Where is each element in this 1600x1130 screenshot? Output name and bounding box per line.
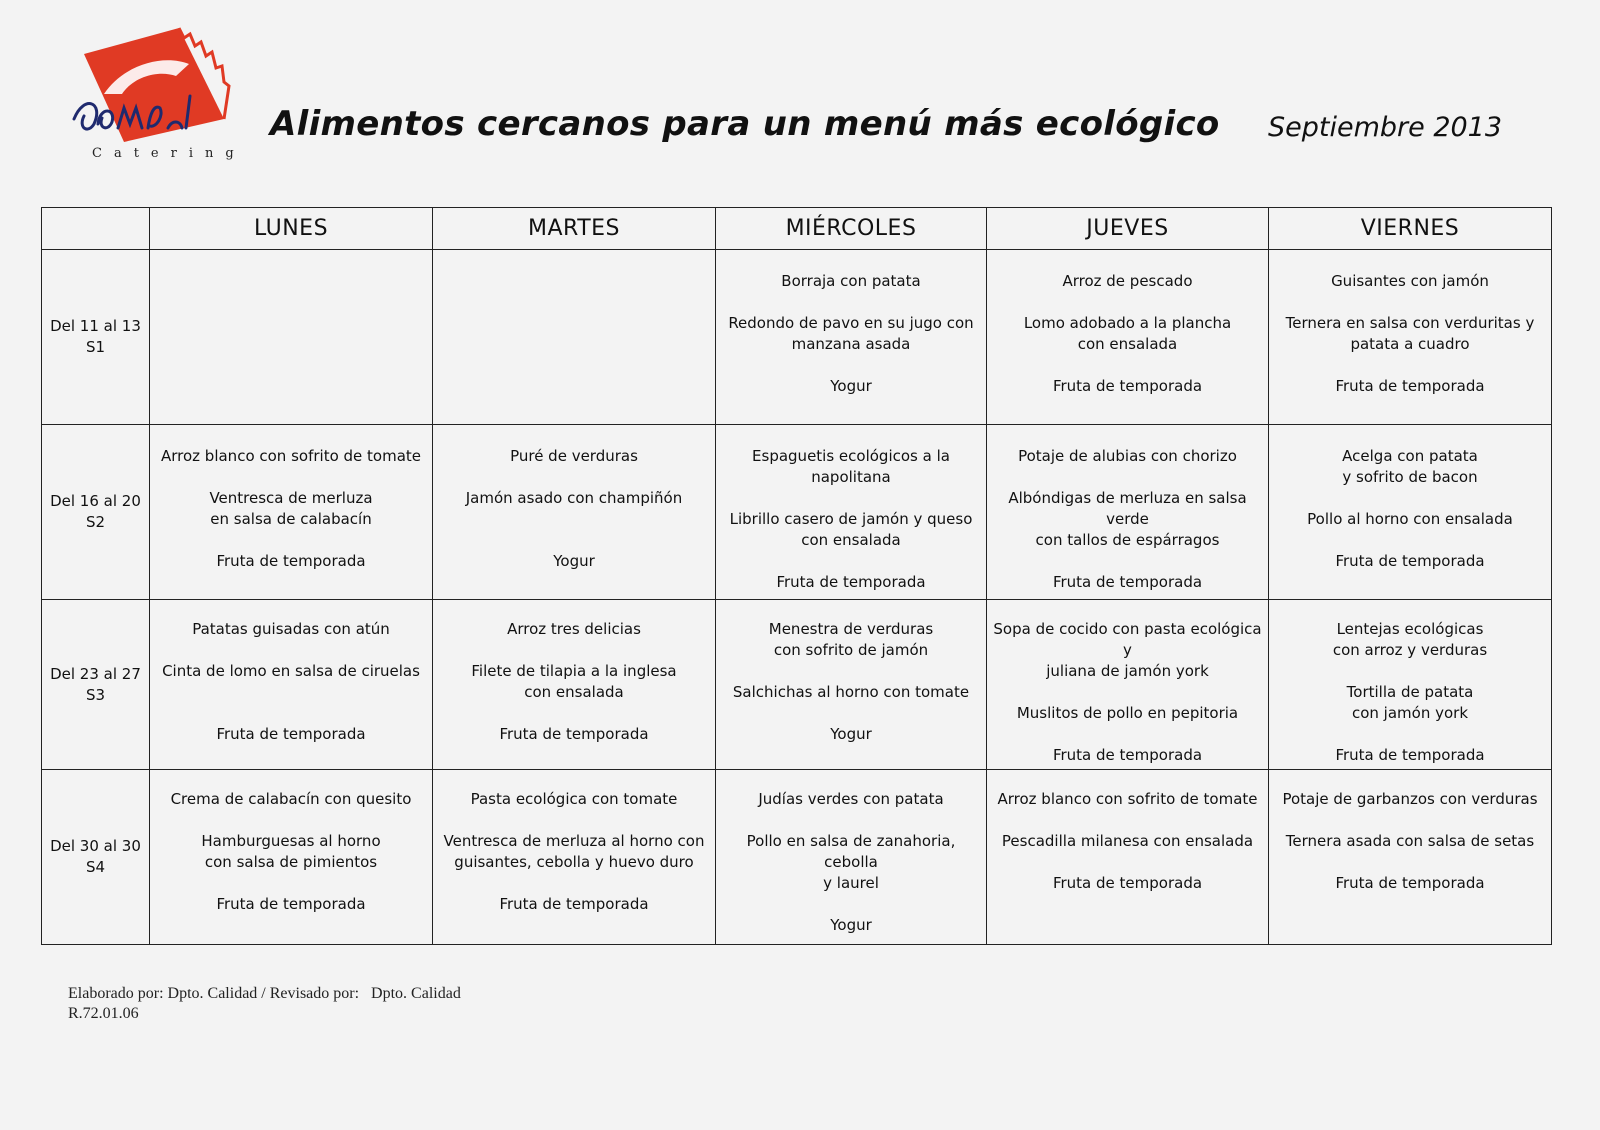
dish-item: Fruta de temporada bbox=[1052, 377, 1203, 395]
menu-cell-lunes bbox=[150, 250, 433, 425]
dish-item: Albóndigas de merluza en salsa verde con tallos de espárragos bbox=[1008, 489, 1247, 549]
dish-item: Sopa de cocido con pasta ecológica y juliana de jamón york bbox=[993, 620, 1262, 680]
dish-item: Yogur bbox=[553, 552, 595, 570]
dish-item: Fruta de temporada bbox=[1335, 552, 1485, 570]
dish-item: Fruta de temporada bbox=[1052, 874, 1203, 892]
dish-item: Jamón asado con champiñón bbox=[465, 489, 683, 507]
dish-item: Fruta de temporada bbox=[1052, 573, 1203, 591]
dish-item: Potaje de garbanzos con verduras bbox=[1282, 790, 1538, 808]
dish-item: Pollo al horno con ensalada bbox=[1307, 510, 1513, 528]
dish-item: Hamburguesas al horno con salsa de pimientos bbox=[201, 832, 381, 871]
dish-item: Fruta de temporada bbox=[216, 552, 366, 570]
dish-item: Potaje de alubias con chorizo bbox=[1018, 447, 1237, 465]
menu-cell-miercoles bbox=[716, 250, 987, 425]
dish-item: Fruta de temporada bbox=[1335, 874, 1485, 892]
dish-item: Menestra de verduras con sofrito de jamón bbox=[768, 620, 934, 659]
dish-item: Arroz blanco con sofrito de tomate bbox=[160, 447, 422, 465]
menu-cell-miercoles bbox=[716, 770, 987, 945]
dish-item: Espaguetis ecológicos a la napolitana bbox=[752, 447, 950, 486]
dish-item: Fruta de temporada bbox=[216, 725, 366, 743]
dish-item: Judías verdes con patata bbox=[758, 790, 944, 808]
menu-cell-viernes bbox=[1269, 770, 1552, 945]
dish-item: Fruta de temporada bbox=[1335, 377, 1485, 395]
dish-item: Muslitos de pollo en pepitoria bbox=[1016, 704, 1239, 722]
day-header-row bbox=[42, 208, 1552, 250]
dish-item: Lomo adobado a la plancha con ensalada bbox=[1023, 314, 1232, 353]
dish-item: Ventresca de merluza en salsa de calabacín bbox=[209, 489, 373, 528]
dish-item: Cinta de lomo en salsa de ciruelas bbox=[162, 662, 420, 680]
menu-cell-jueves bbox=[987, 425, 1269, 600]
dish-item: Fruta de temporada bbox=[1335, 746, 1485, 764]
menu-cell-martes bbox=[433, 770, 716, 945]
dish-item: Guisantes con jamón bbox=[1331, 272, 1489, 290]
menu-cell-viernes bbox=[1269, 425, 1552, 600]
dish-item: Acelga con patata y sofrito de bacon bbox=[1342, 447, 1478, 486]
dish-item: Borraja con patata bbox=[781, 272, 921, 290]
day-header-jueves: JUEVES bbox=[987, 208, 1269, 250]
week-label: Del 30 al 30 S4 bbox=[42, 770, 150, 945]
week-row bbox=[42, 425, 1552, 600]
menu-cell-martes bbox=[433, 600, 716, 770]
menu-body bbox=[42, 250, 1552, 945]
dish-item: Puré de verduras bbox=[510, 447, 638, 465]
page-title: Alimentos cercanos para un menú más ecológico bbox=[270, 104, 1220, 144]
dish-item: Pescadilla milanesa con ensalada bbox=[1001, 832, 1254, 850]
menu-cell-miercoles bbox=[716, 600, 987, 770]
menu-cell-lunes bbox=[150, 425, 433, 600]
menu-cell-lunes bbox=[150, 600, 433, 770]
dish-item: Yogur bbox=[830, 725, 872, 743]
footer-authorship: Elaborado por: Dpto. Calidad / Revisado por: Dpto. Calidad bbox=[68, 985, 461, 1002]
week-label: Del 11 al 13 S1 bbox=[42, 250, 150, 425]
menu-cell-jueves bbox=[987, 600, 1269, 770]
footer-reference-code: R.72.01.06 bbox=[68, 1005, 139, 1022]
company-logo bbox=[64, 24, 244, 174]
day-header-lunes: LUNES bbox=[150, 208, 433, 250]
document-footer bbox=[68, 984, 461, 1024]
menu-cell-lunes bbox=[150, 770, 433, 945]
dish-item: Crema de calabacín con quesito bbox=[170, 790, 412, 808]
dish-item: Fruta de temporada bbox=[499, 725, 649, 743]
week-row bbox=[42, 770, 1552, 945]
dish-item: Fruta de temporada bbox=[776, 573, 926, 591]
menu-cell-martes bbox=[433, 250, 716, 425]
logo-caption: Catering bbox=[92, 146, 246, 161]
dish-item: Patatas guisadas con atún bbox=[192, 620, 390, 638]
day-header-viernes: VIERNES bbox=[1269, 208, 1552, 250]
dish-item: Tortilla de patata con jamón york bbox=[1346, 683, 1474, 722]
menu-cell-miercoles bbox=[716, 425, 987, 600]
day-header-miercoles: MIÉRCOLES bbox=[716, 208, 987, 250]
dish-item: Ventresca de merluza al horno con guisantes, cebolla y huevo duro bbox=[443, 832, 705, 871]
dish-item: Pollo en salsa de zanahoria, cebolla y laurel bbox=[746, 832, 956, 892]
dish-item: Pasta ecológica con tomate bbox=[470, 790, 678, 808]
dish-item: Arroz tres delicias bbox=[507, 620, 641, 638]
dish-item: Yogur bbox=[830, 377, 872, 395]
menu-month: Septiembre 2013 bbox=[1268, 112, 1503, 143]
dish-item: Yogur bbox=[830, 916, 872, 934]
dish-item: Fruta de temporada bbox=[1052, 746, 1203, 764]
dish-item: Ternera en salsa con verduritas y patata a cuadro bbox=[1285, 314, 1535, 353]
dish-item: Arroz blanco con sofrito de tomate bbox=[997, 790, 1258, 808]
menu-cell-martes bbox=[433, 425, 716, 600]
menu-cell-viernes bbox=[1269, 600, 1552, 770]
week-label: Del 23 al 27 S3 bbox=[42, 600, 150, 770]
week-row bbox=[42, 600, 1552, 770]
day-header-martes: MARTES bbox=[433, 208, 716, 250]
menu-cell-jueves bbox=[987, 250, 1269, 425]
dish-item: Lentejas ecológicas con arroz y verduras bbox=[1332, 620, 1488, 659]
dish-item: Fruta de temporada bbox=[216, 895, 366, 913]
dish-item: Ternera asada con salsa de setas bbox=[1285, 832, 1535, 850]
menu-cell-viernes bbox=[1269, 250, 1552, 425]
dish-item: Redondo de pavo en su jugo con manzana asada bbox=[728, 314, 974, 353]
dish-item: Fruta de temporada bbox=[499, 895, 649, 913]
menu-cell-jueves bbox=[987, 770, 1269, 945]
dish-item: Salchichas al horno con tomate bbox=[732, 683, 970, 701]
week-row bbox=[42, 250, 1552, 425]
corner-cell bbox=[42, 208, 150, 250]
menu-table bbox=[41, 207, 1552, 945]
week-label: Del 16 al 20 S2 bbox=[42, 425, 150, 600]
dish-item: Arroz de pescado bbox=[1062, 272, 1193, 290]
dish-item: Librillo casero de jamón y queso con ensalada bbox=[729, 510, 973, 549]
dish-item: Filete de tilapia a la inglesa con ensalada bbox=[471, 662, 677, 701]
